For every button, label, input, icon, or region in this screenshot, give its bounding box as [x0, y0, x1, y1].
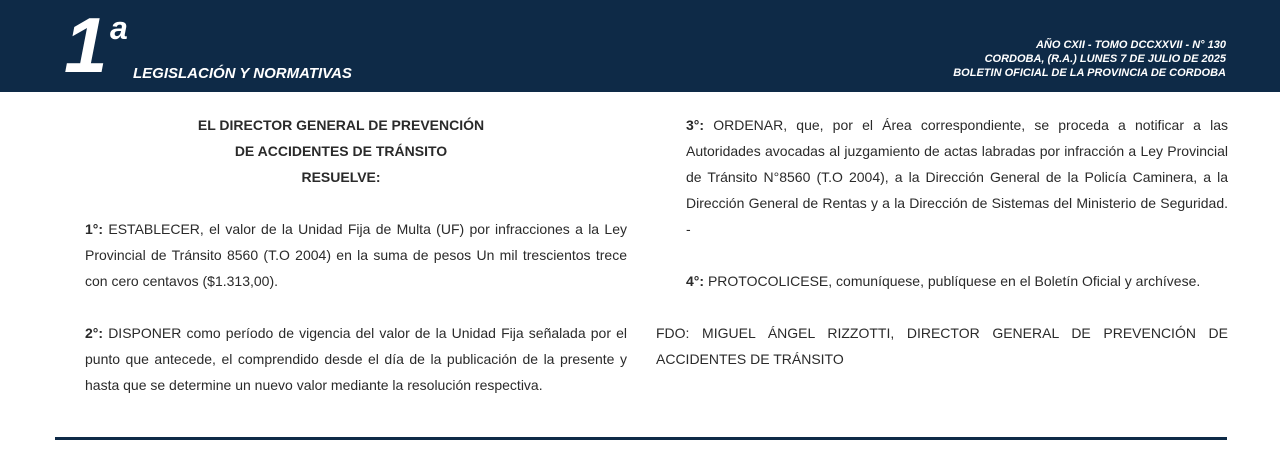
section-superscript: a — [110, 10, 128, 46]
signature: FDO: MIGUEL ÁNGEL RIZZOTTI, DIRECTOR GENERAL DE PREVENCIÓN DE ACCIDENTES DE TRÁNSITO — [656, 325, 1228, 367]
heading-line-1: EL DIRECTOR GENERAL DE PREVENCIÓN — [197, 117, 485, 133]
article-2-text: DISPONER como período de vigencia del valor de la Unidad Fija señalada por el punto que antecede, el comprendido desde el día de la publicación de la presente y hasta que se determine un nuevo valor mediante la resolución respectiva. — [85, 325, 627, 393]
article-4 — [656, 268, 1228, 294]
article-4-text: PROTOCOLICESE, comuníquese, publíquese en el Boletín Oficial y archívese. — [707, 273, 1201, 289]
section-title: LEGISLACIÓN Y NORMATIVAS — [133, 65, 352, 82]
footer-rule — [55, 437, 1227, 440]
page-header — [0, 0, 1280, 92]
right-column — [656, 112, 1228, 372]
article-3 — [656, 112, 1228, 242]
article-2 — [55, 320, 627, 398]
article-3-number: 3°: — [686, 117, 705, 133]
article-1-text: ESTABLECER, el valor de la Unidad Fija de Multa (UF) por infracciones a la Ley Provincial de Tránsito 8560 (T.O 2004) en la suma de pesos Un mil trescientos trece con cero centavos ($1.313,00). — [85, 221, 627, 289]
article-1-number: 1°: — [85, 221, 104, 237]
left-column — [55, 112, 627, 398]
heading-line-3: RESUELVE: — [301, 169, 381, 185]
article-2-number: 2°: — [85, 325, 104, 341]
article-3-text: ORDENAR, que, por el Área correspondiente, se proceda a notificar a las Autoridades avocadas al juzgamiento de actas labradas por infracción a Ley Provincial de Tránsito N°8560 (T.O 2004), a la Dirección General de la Policía Caminera, a la Dirección General de Rentas y a la Dirección de Sistemas del Ministerio de Seguridad. - — [686, 117, 1229, 237]
section-number: 1 — [64, 1, 106, 89]
publication-date: CORDOBA, (R.A.) LUNES 7 DE JULIO DE 2025 — [984, 53, 1226, 65]
heading-line-2: DE ACCIDENTES DE TRÁNSITO — [234, 143, 448, 159]
resolution-heading — [55, 112, 627, 190]
article-1 — [55, 216, 627, 294]
publication-info — [953, 38, 1226, 80]
article-4-number: 4°: — [686, 273, 705, 289]
publication-volume: AÑO CXII - TOMO DCCXXVII - N° 130 — [1035, 39, 1226, 51]
publication-name: BOLETIN OFICIAL DE LA PROVINCIA DE CORDOBA — [953, 67, 1226, 79]
